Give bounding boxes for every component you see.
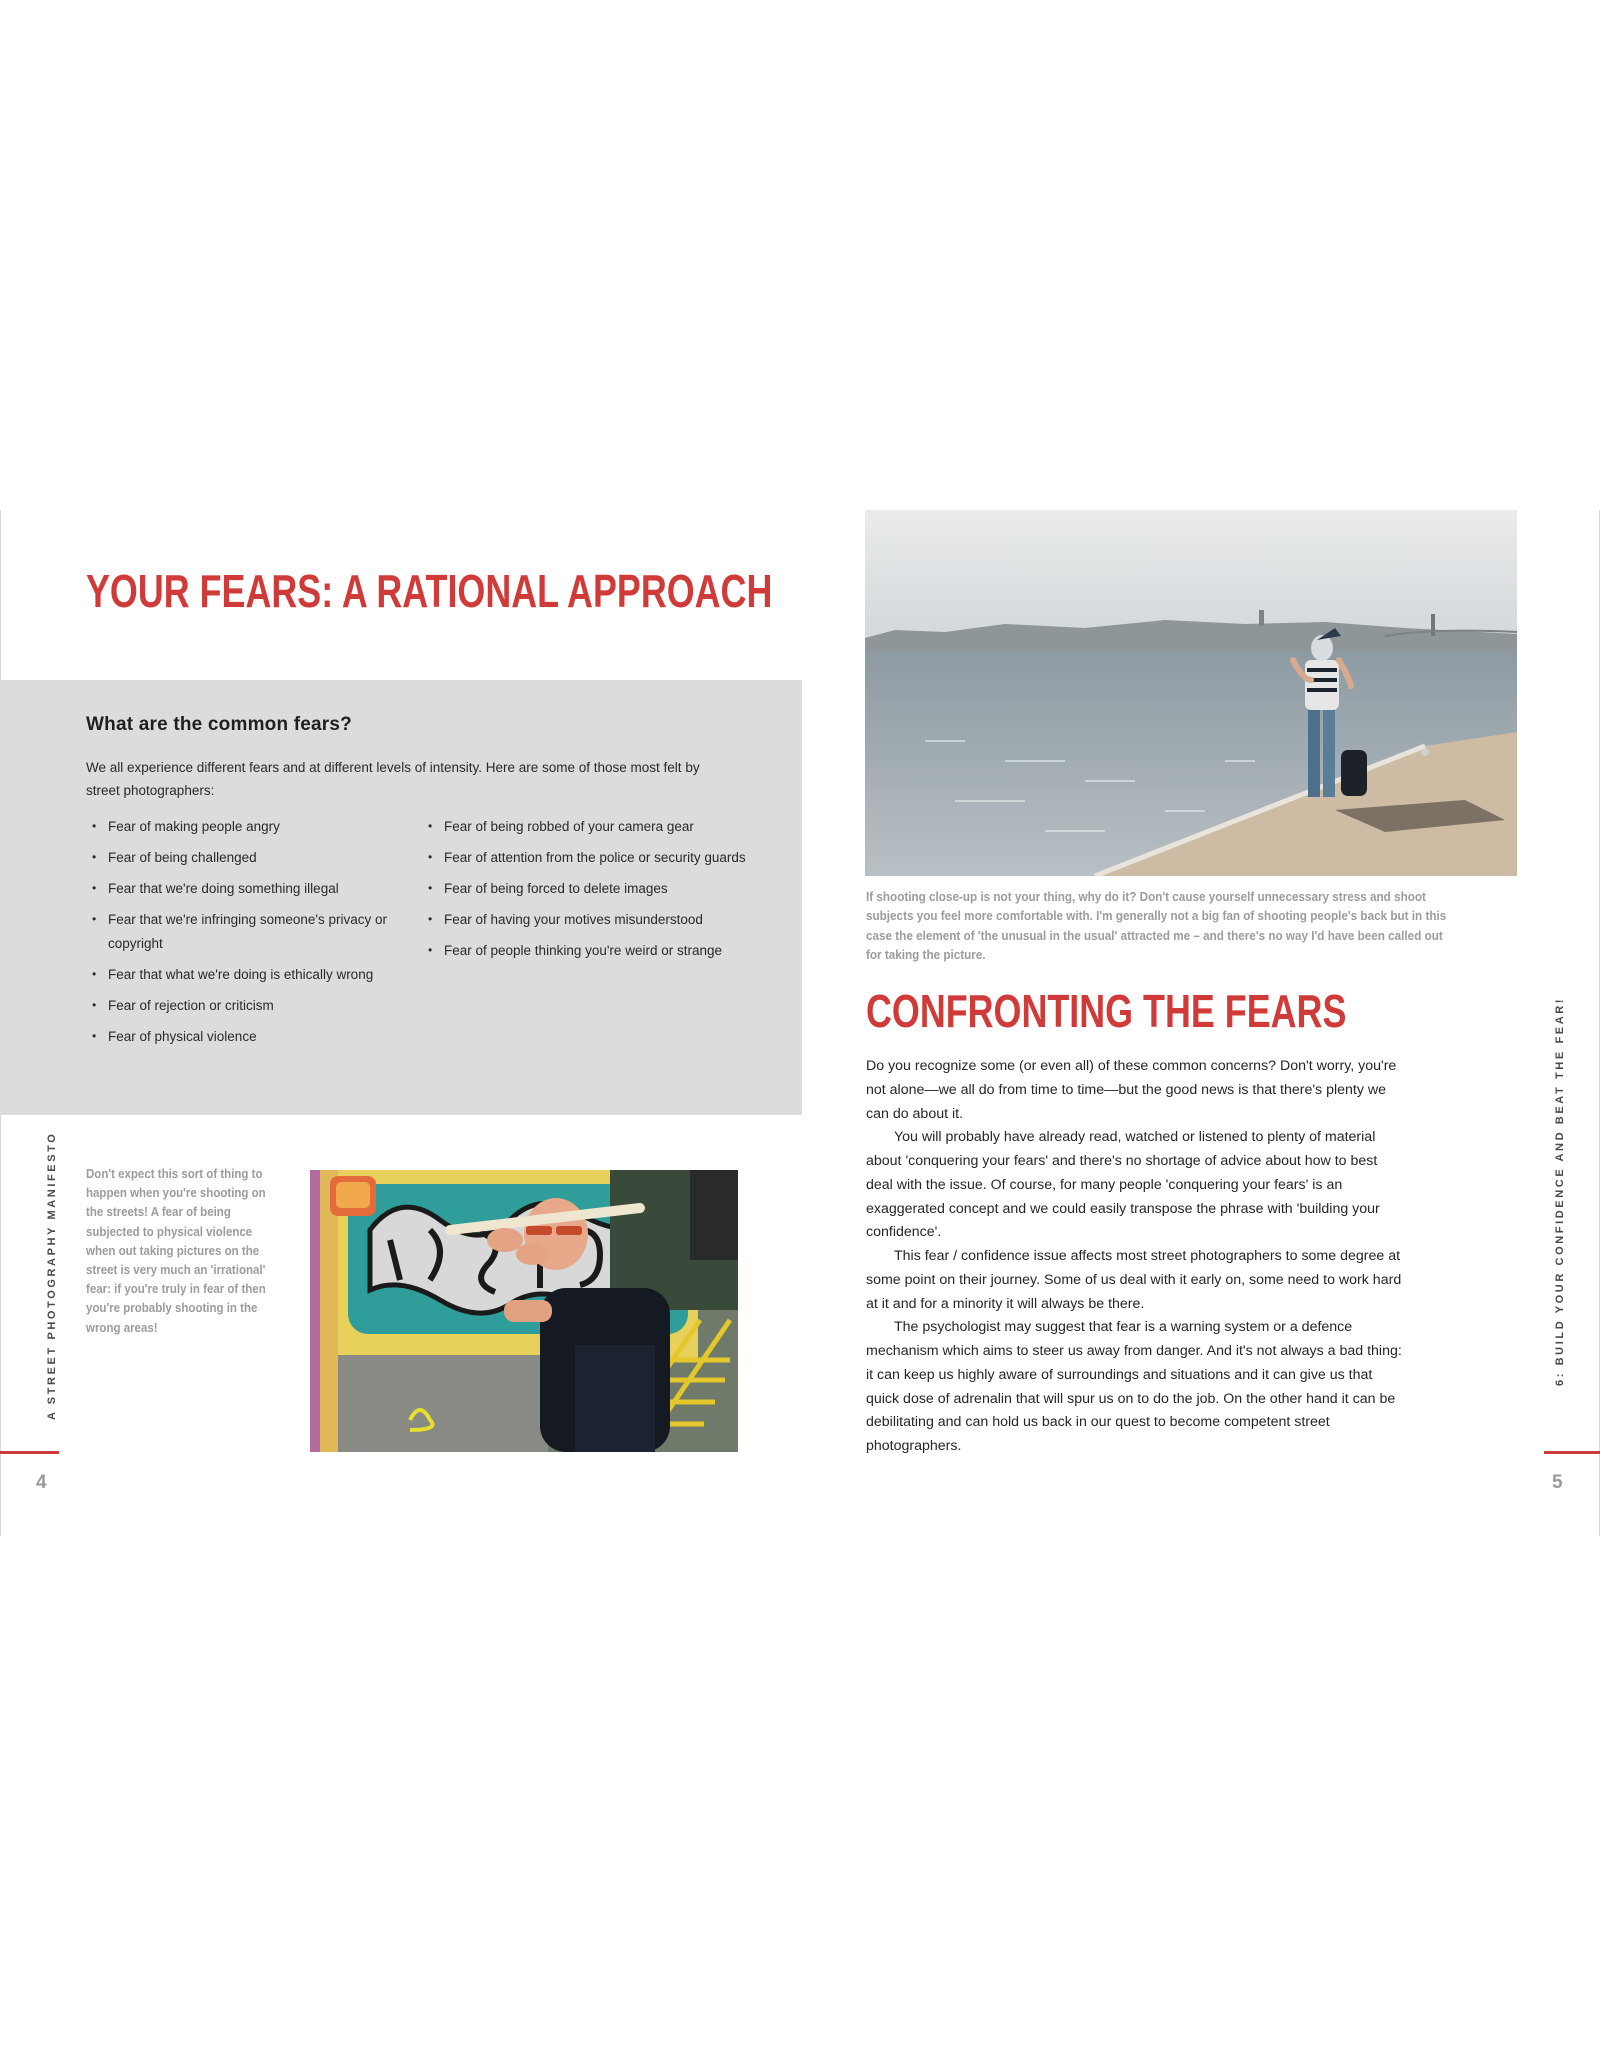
list-item: • Fear that we're infringing someone's privacy or copyright [92,908,392,955]
list-item: • Fear that we're doing something illegal [92,877,392,901]
list-item: • Fear of being forced to delete images [428,877,758,901]
left-page-heading: YOUR FEARS: A RATIONAL APPROACH [86,565,773,617]
body-paragraph: This fear / confidence issue affects most street photographers to some degree at some point on their journey. Some of us deal with it early on, some need to work hard at it and for a minority it will always be there. [866,1248,1402,1312]
river-photo-caption: If shooting close-up is not your thing, why do it? Don't cause yourself unnecessary stress and shoot subjects you feel more comfortable with. I'm generally not a big fan of shooting people's back but in this case the element of 'the unusual in the usual' attracted me – and there's no way I'd have been called out for taking the picture. [866,889,1447,962]
list-item: • Fear of rejection or criticism [92,994,392,1018]
right-running-head: 6: BUILD YOUR CONFIDENCE AND BEAT THE FEAR! [1554,996,1566,1386]
fear-list-column-1 [92,815,392,1056]
graffiti-photo [310,1170,738,1452]
list-item: • Fear of being challenged [92,846,392,870]
book-spread [0,510,1600,1536]
common-fears-title: What are the common fears? [86,714,352,735]
left-running-head: A STREET PHOTOGRAPHY MANIFESTO [46,1131,58,1420]
list-item: • Fear of being robbed of your camera gear [428,815,758,839]
list-item: • Fear that what we're doing is ethically wrong [92,963,392,987]
left-page-rule [0,1451,59,1454]
fear-list-column-2 [428,815,758,970]
right-page-number: 5 [1552,1472,1563,1493]
right-page-heading: CONFRONTING THE FEARS [866,985,1347,1037]
list-item: • Fear of physical violence [92,1025,392,1049]
body-paragraph: Do you recognize some (or even all) of these common concerns? Don't worry, you're not alone—we all do from time to time—but the good news is that there's plenty we can do about it. [866,1058,1397,1122]
left-page-number: 4 [36,1472,47,1493]
list-item: • Fear of attention from the police or security guards [428,846,758,870]
list-item: • Fear of people thinking you're weird or strange [428,939,758,963]
body-text [866,1055,1408,1459]
list-item: • Fear of having your motives misunderstood [428,908,758,932]
graffiti-photo-caption: Don't expect this sort of thing to happen when you're shooting on the streets! A fear of being subjected to physical violence when out taking pictures on the street is very much an 'irrational' fear: if you're truly in fear of then you're probably shooting in the wrong areas! [86,1167,266,1335]
river-photo [865,510,1517,876]
common-fears-box [0,680,802,1115]
common-fears-intro: We all experience different fears and at different levels of intensity. Here are some of those most felt by street photographers: [86,760,700,798]
list-item: • Fear of making people angry [92,815,392,839]
body-paragraph: The psychologist may suggest that fear is a warning system or a defence mechanism which aims to steer us away from danger. And it's not always a bad thing: it can keep us highly aware of surroundings and situations and it can give us that quick dose of adrenalin that will spur us on to do the job. On the other hand it can be debilitating and can hold us back in our quest to become competent street photographers. [866,1319,1402,1454]
body-paragraph: You will probably have already read, watched or listened to plenty of material about 'conquering your fears' and there's no shortage of advice about how to best deal with the issue. Of course, for many people 'conquering your fears' is an exaggerated concept and we could easily transpose the phrase with 'building your confidence'. [866,1129,1380,1241]
right-page-rule [1544,1451,1600,1454]
